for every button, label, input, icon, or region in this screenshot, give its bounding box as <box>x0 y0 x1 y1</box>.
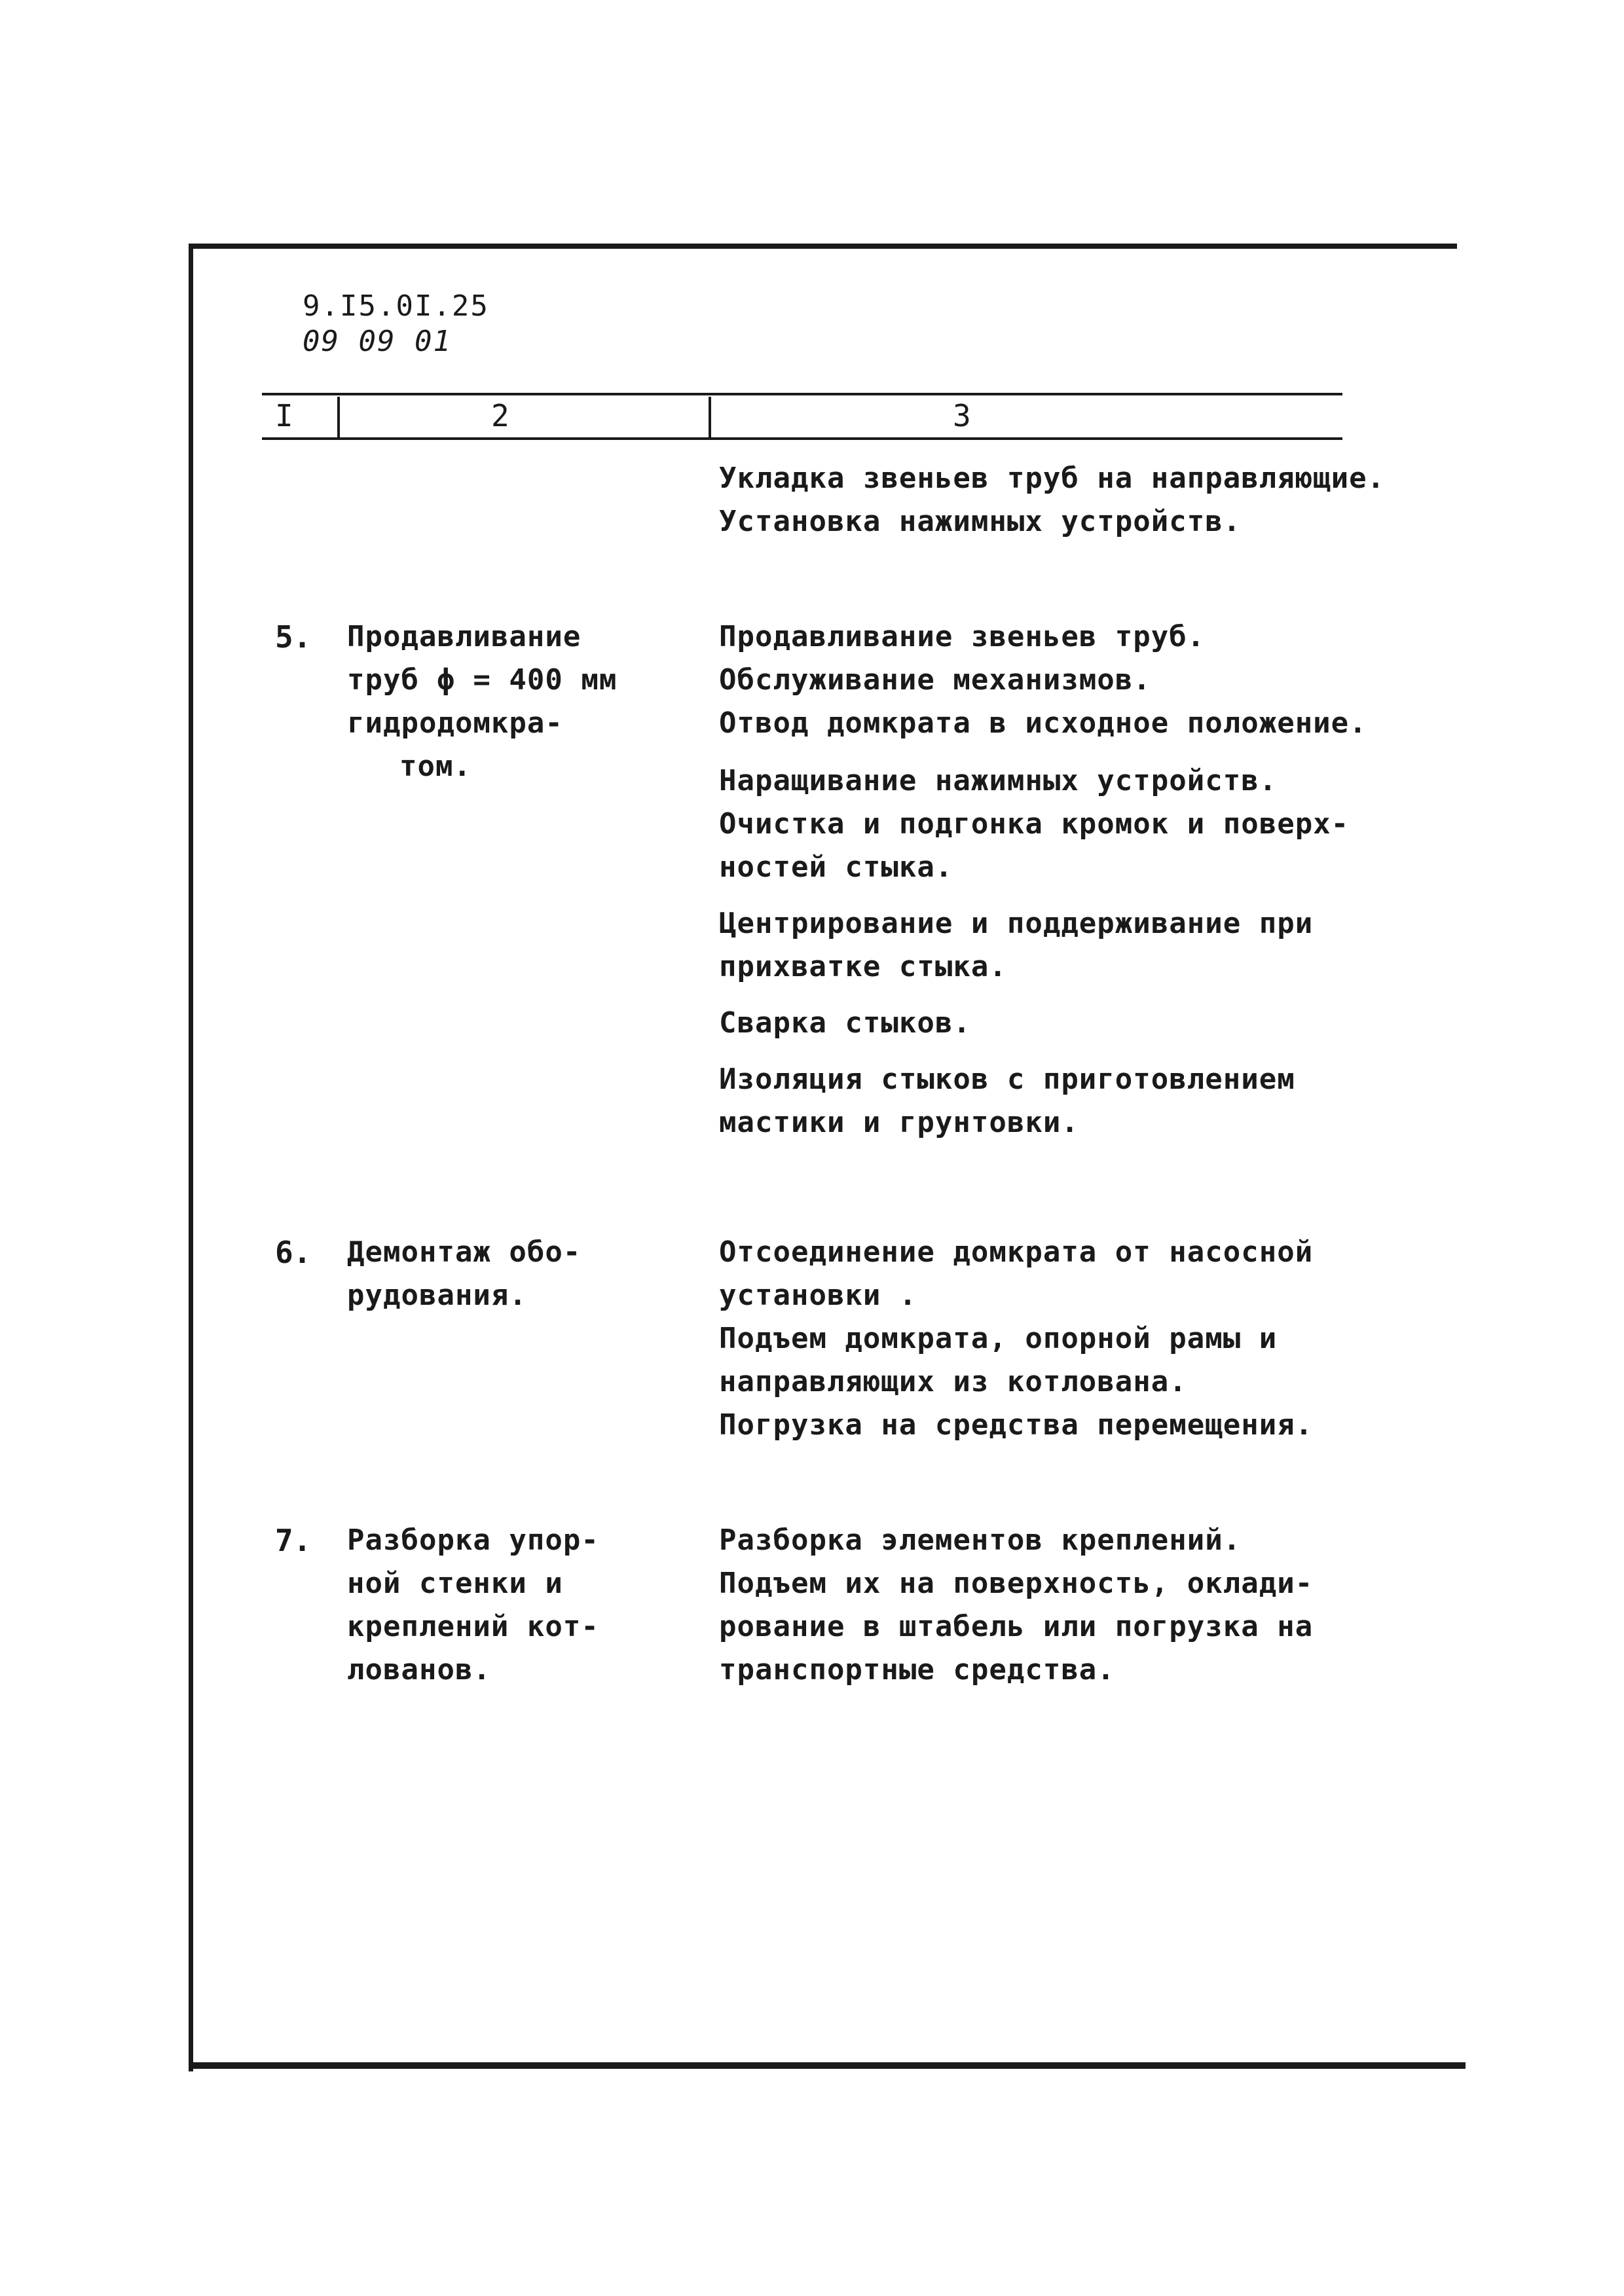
text-line: Продавливание <box>347 620 581 653</box>
text-line: Сварка стыков. <box>719 1006 971 1040</box>
column-number-1: I <box>275 398 293 433</box>
text-line: рование в штабель или погрузка на <box>719 1610 1314 1643</box>
text-line: Очистка и подгонка кромок и поверх- <box>719 807 1350 841</box>
text-line: Отвод домкрата в исходное положение. <box>719 706 1367 740</box>
text-line: Центрирование и поддерживание при <box>719 907 1314 940</box>
text-line: Демонтаж обо- <box>347 1235 581 1269</box>
text-line: Изоляция стыков с приготовлением <box>719 1063 1295 1096</box>
document-code-handwritten: 09 09 01 <box>303 325 452 358</box>
text-line: труб ϕ = 400 мм <box>347 663 618 697</box>
text-line: ной стенки и <box>347 1567 563 1600</box>
item-description <box>719 759 1349 889</box>
document-code: 9.I5.0I.25 <box>303 289 489 323</box>
text-line: креплений кот- <box>347 1610 599 1643</box>
text-line: установки . <box>719 1279 917 1312</box>
item-title <box>347 1231 581 1317</box>
text-line: том. <box>399 750 471 783</box>
item-description <box>719 1058 1295 1144</box>
text-line: Подъем их на поверхность, оклади- <box>719 1567 1314 1600</box>
text-line: гидродомкра- <box>347 706 563 740</box>
item-description <box>719 1002 971 1045</box>
text-line: Укладка звеньев труб на направляющие. <box>719 462 1386 495</box>
item-description <box>719 1519 1313 1692</box>
column-number-2: 2 <box>491 398 509 433</box>
text-line: транспортные средства. <box>719 1653 1115 1686</box>
item-description <box>719 902 1313 989</box>
text-line: Продавливание звеньев труб. <box>719 620 1206 653</box>
text-line: лованов. <box>347 1653 491 1686</box>
frame-top-line <box>190 244 1457 249</box>
text-line: рудования. <box>347 1279 527 1312</box>
text-line: мастики и грунтовки. <box>719 1106 1079 1139</box>
column-header-top-rule <box>262 393 1342 395</box>
column-separator <box>337 397 340 437</box>
frame-bottom-line <box>189 2062 1466 2069</box>
item-description <box>719 615 1367 745</box>
text-line: прихватке стыка. <box>719 950 1007 983</box>
item-number: 5. <box>275 619 312 655</box>
text-line: Разборка элементов креплений. <box>719 1523 1242 1557</box>
item-title <box>347 1519 599 1692</box>
frame-left-line <box>189 244 193 2071</box>
text-line: Отсоединение домкрата от насосной <box>719 1235 1314 1269</box>
column-header-bottom-rule <box>262 437 1342 440</box>
item-number: 6. <box>275 1235 312 1270</box>
text-line: Погрузка на средства перемещения. <box>719 1408 1314 1442</box>
text-line: ностей стыка. <box>719 850 953 884</box>
item-number: 7. <box>275 1523 312 1558</box>
item-title <box>347 615 617 788</box>
text-line: Подъем домкрата, опорной рамы и <box>719 1322 1278 1355</box>
item-description <box>719 1231 1313 1447</box>
column-number-3: 3 <box>953 398 971 433</box>
text-line: Наращивание нажимных устройств. <box>719 764 1278 797</box>
column-separator <box>709 397 711 437</box>
text-line: направляющих из котлована. <box>719 1365 1187 1398</box>
text-line: Обслуживание механизмов. <box>719 663 1151 697</box>
text-line: Установка нажимных устройств. <box>719 505 1242 538</box>
intro-text <box>719 457 1385 543</box>
text-line: Разборка упор- <box>347 1523 599 1557</box>
